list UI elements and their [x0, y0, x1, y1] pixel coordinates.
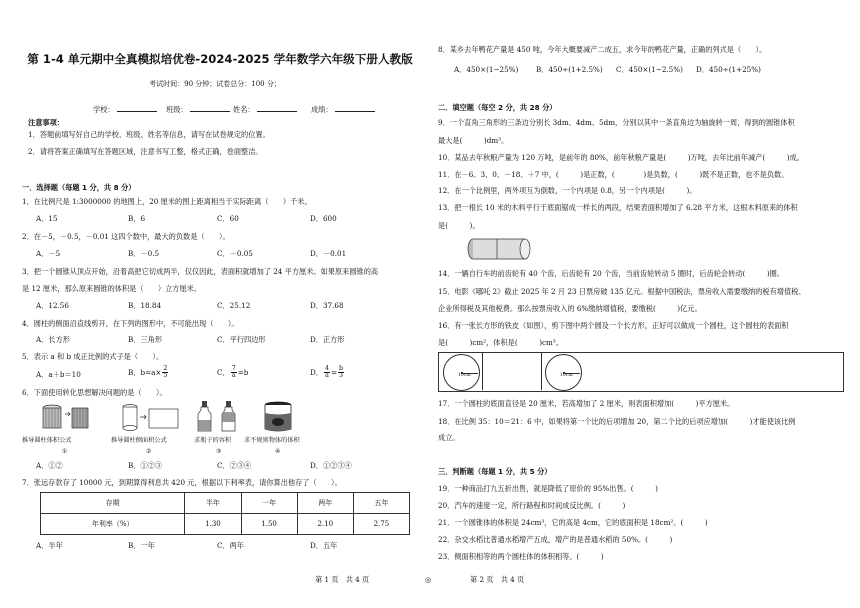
notice-item: 2．请将答案正确填写在答题区域，注意书写工整，格式正确，卷面整洁。: [28, 147, 263, 156]
iron-sheet-figure: [438, 352, 844, 392]
page-number-right: 第 2 页 共 4 页: [470, 575, 525, 584]
circle-label: 10cm: [458, 373, 471, 378]
question-22: 22．杂交水稻比普通水稻增产五成，增产的是普通水稻的 50%。( ): [438, 535, 673, 544]
figure-caption-3: 求瓶子的容积: [194, 437, 232, 444]
table-header-cell: 五年: [353, 493, 409, 514]
figure-caption-2: 推导圆柱侧面积公式: [111, 437, 167, 444]
question-7: 7．张远存款存了 10000 元，到期算得利息共 420 元，根据以下利率表，请你算出他存了（ ）。: [22, 478, 342, 487]
option-7d: D．五年: [310, 541, 338, 550]
question-16-line1: 16．有一张长方形的铁皮（如图），剪下图中两个圆及一个长方形，正好可以做成一个圆柱，这个圆柱的表面积: [438, 321, 789, 330]
option-5b: [128, 366, 169, 380]
question-3-line1: 3．把一个圆锥从顶点开始，沿着高把它切成两半，仅仅因此，表面积就增加了 24 平方厘米。如果原来圆锥的高: [22, 267, 379, 276]
question-9-line1: 9．一个直角三角形的三条边分别长 3dm、4dm、5dm，分别以其中一条直角边为轴旋转一周，得到的圆锥体积: [438, 118, 795, 127]
page-right: [430, 0, 860, 608]
field-name: [233, 104, 297, 113]
footer-center-mark: ◎: [425, 575, 432, 584]
fraction-numerator: 4: [324, 365, 329, 372]
fraction: [338, 366, 344, 380]
fraction-numerator: b: [339, 365, 344, 372]
option-5a: A．a＋b＝10: [36, 370, 81, 379]
table-row: [41, 514, 410, 535]
question-16-line2: 是( )cm²，体积是( )cm³。: [438, 338, 563, 347]
beaker-stone-figure: [260, 400, 296, 432]
fraction-numerator: 2: [163, 365, 168, 372]
option-5c-suffix: =b: [237, 367, 249, 377]
page-number-left: 第 1 页 共 4 页: [315, 575, 370, 584]
circle-left: [443, 354, 480, 391]
table-header-cell: 存期: [41, 493, 185, 514]
section-heading-choice: 一．选择题（每题 1 分，共 8 分）: [22, 183, 136, 192]
option-5c-prefix: C．: [217, 367, 230, 377]
option-4a: A．长方形: [36, 335, 70, 344]
exam-title: 第 1-4 单元期中全真模拟培优卷-2024-2025 学年数学六年级下册人教版: [27, 52, 413, 66]
option-7c: C．两年: [217, 541, 245, 550]
question-23: 23．侧面积相等的两个圆柱体的体积相等。( ): [438, 552, 604, 561]
table-header-cell: 半年: [185, 493, 241, 514]
question-12: 12．在一个比例里，两外项互为倒数，一个内项是 0.8，另一个内项是( )。: [438, 186, 697, 195]
figure-mark-4: ④: [275, 448, 281, 455]
option-8b: B．450÷(1+2.5%): [536, 65, 603, 74]
divider-line: [541, 353, 542, 390]
table-header-cell: 两年: [297, 493, 353, 514]
section-heading-fill: 二．填空题（每空 2 分，共 28 分）: [438, 103, 557, 112]
option-1c: C．60: [217, 214, 239, 223]
equals-sign: =: [330, 367, 337, 377]
option-3c: C．25.12: [217, 301, 251, 310]
option-3a: A．12.56: [36, 301, 69, 310]
option-8d: D．450÷(1+25%): [696, 65, 761, 74]
option-2b: B．－0.5: [128, 249, 160, 258]
option-1a: A．15: [36, 214, 58, 223]
section-heading-judge: 三．判断题（每题 1 分，共 5 分）: [438, 467, 552, 476]
notice-item: 1．答题前填写好自己的学校、班级、姓名等信息，请写在试卷规定的位置。: [28, 130, 270, 139]
fraction-numerator: 7: [231, 365, 236, 372]
question-4: 4．圆柱的侧面沿直线剪开，在下列的图形中，不可能出现（ ）。: [22, 319, 239, 328]
option-6b: B．①②③: [128, 461, 163, 470]
option-8c: C．450×(1−2.5%): [616, 65, 683, 74]
option-4b: B．三角形: [128, 335, 163, 344]
table-cell: 2.10: [297, 514, 353, 535]
question-15-line1: 15．电影《哪吒 2》截止 2025 年 2 月 23 日票房破 135 亿元。根据中国税法，票房收入需要缴纳的税有增值税、: [438, 287, 806, 296]
option-1d: D．600: [310, 214, 337, 223]
option-8a: A．450×(1−25%): [454, 65, 519, 74]
field-school-blank[interactable]: [117, 104, 157, 112]
option-2a: A．－5: [36, 249, 61, 258]
circle-right: [545, 354, 582, 391]
option-5d: [310, 366, 345, 380]
fraction-denominator: 3: [339, 372, 344, 380]
figure-mark-2: ②: [146, 448, 152, 455]
question-9-line2: 最大是( )dm³。: [438, 136, 509, 145]
exam-subtitle: 考试时间：90 分钟；试卷总分：100 分；: [149, 80, 281, 88]
figure-mark-3: ③: [216, 448, 222, 455]
cylinder-unroll-figure: [118, 402, 180, 432]
figure-caption-4: 求不规则物体的体积: [244, 437, 300, 444]
option-2d: D．－0.01: [310, 249, 347, 258]
question-8: 8．某乡去年鸭花产量是 450 吨，今年大概要减产二成五，求今年的鸭花产量，正确的列式是（ ）。: [438, 45, 767, 54]
table-header-cell: 一年: [241, 493, 297, 514]
question-5: 5．表示 a 和 b 成正比例的式子是（ ）。: [22, 352, 164, 361]
field-school-label: 学校：: [93, 105, 115, 114]
question-2: 2．在－5，－0.5，－0.01 这四个数中，最大的负数是（ ）。: [22, 232, 230, 241]
question-18-line1: 18．在比例 35：10＝21：6 中，如果将第一个比的后项增加 20，第二个比的后项应增加( )才能使该比例: [438, 417, 796, 426]
table-row-label: 年利率（%）: [41, 514, 185, 535]
table-header-row: [41, 493, 410, 514]
fraction: [162, 366, 168, 380]
log-figure: [466, 236, 536, 262]
option-5b-prefix: B．b=a×: [128, 367, 162, 377]
fraction: [231, 366, 237, 380]
option-4d: D．正方形: [310, 335, 345, 344]
question-20: 20．汽车的速度一定，所行路程和时间成反比例。( ): [438, 501, 626, 510]
field-score: [311, 104, 375, 113]
circle-label: 10cm: [560, 373, 573, 378]
option-6d: D．①②③④: [310, 461, 352, 470]
figure-mark-1: ①: [62, 448, 68, 455]
field-name-label: 姓名：: [233, 105, 255, 114]
question-18-line2: 成立。: [438, 433, 460, 442]
table-cell: 2.75: [353, 514, 409, 535]
question-13-line1: 13．把一根长 10 米的木料平行于底面锯成一样长的两段，结果表面积增加了 6.28 平方米，这根木料原来的体积: [438, 203, 798, 212]
cylinder-slices-figure: [40, 402, 90, 432]
question-19: 19．一种商品打九五折出售，就是降低了原价的 95%出售。( ): [438, 484, 658, 493]
option-2c: C．－0.05: [217, 249, 253, 258]
option-5d-prefix: D．: [310, 367, 323, 377]
table-cell: 1.30: [185, 514, 241, 535]
option-6a: A．①②: [36, 461, 63, 470]
bottle-figure: [196, 400, 242, 432]
field-class-blank[interactable]: [190, 104, 230, 112]
option-6c: C．②③④: [217, 461, 252, 470]
field-score-label: 成绩：: [311, 105, 333, 114]
divider-line: [482, 353, 483, 390]
fraction-denominator: a: [231, 372, 236, 380]
option-4c: C．平行四边形: [217, 335, 266, 344]
question-3-line2: 是 12 厘米，那么原来圆锥的体积是（ ）立方厘米。: [22, 284, 202, 293]
fraction: [324, 366, 330, 380]
question-1: 1．在比例尺是 1:3000000 的地图上，20 厘米的图上距离相当于实际距离（ ）千米。: [22, 197, 312, 206]
field-school: [93, 104, 157, 113]
option-3d: D．37.68: [310, 301, 344, 310]
question-10: 10．某品去年秋粮产量为 120 万吨，是前年的 80%，前年秋粮产量是( )万吨，去年比前年减产( )成。: [438, 153, 804, 162]
question-11: 11．在－6、3、0、－18、＋7 中，( )是正数，( )是负数，( )既不是正数，也不是负数。: [438, 170, 789, 179]
notice-heading: 注意事项：: [28, 118, 64, 127]
fraction-denominator: 5: [163, 372, 168, 380]
option-3b: B．18.84: [128, 301, 162, 310]
field-score-blank[interactable]: [335, 104, 375, 112]
question-6: 6．下面使用转化思想解决问题的是（ ）。: [22, 388, 167, 397]
field-class-label: 班级：: [166, 105, 188, 114]
question-21: 21．一个圆锥体的体积是 24cm³，它的高是 4cm，它的底面积是 18cm²。( ): [438, 518, 708, 527]
fraction-denominator: a: [325, 372, 329, 380]
figure-caption-1: 推导圆柱体积公式: [22, 437, 72, 444]
table-cell: 1.50: [241, 514, 297, 535]
option-7b: B．一年: [128, 541, 155, 550]
field-class: [166, 104, 230, 113]
question-14: 14．一辆自行车的前齿轮有 40 个齿，后齿轮有 20 个齿，当前齿轮转动 5 圈时，后齿轮会转动( )圈。: [438, 269, 785, 278]
question-13-line2: 是( )。: [438, 221, 480, 230]
interest-rate-table: [40, 492, 410, 535]
field-name-blank[interactable]: [257, 104, 297, 112]
option-5c: [217, 366, 248, 380]
option-1b: B．6: [128, 214, 146, 223]
question-17: 17．一个圆柱的底面直径是 20 厘米，若高增加了 2 厘米，则表面积增加( )平方厘米。: [438, 399, 735, 408]
option-7a: A．半年: [36, 541, 63, 550]
question-15-line2: 企业所得税及其他税费。那么按票房收入的 6%缴纳增值税，要缴税( )亿元。: [438, 304, 702, 313]
